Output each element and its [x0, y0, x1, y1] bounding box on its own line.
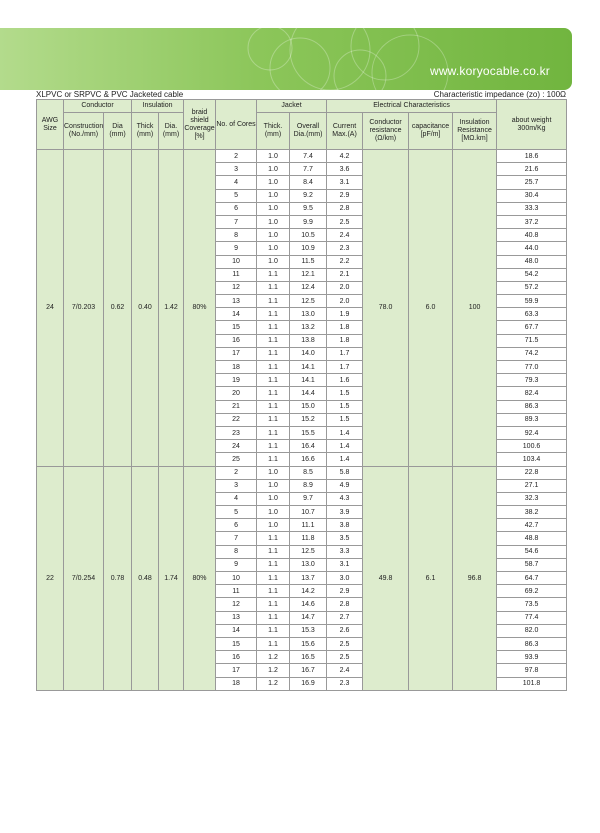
jacket-thick-cell: 1.0 [257, 255, 290, 268]
weight-cell: 74.2 [497, 347, 567, 360]
cores-cell: 3 [216, 163, 257, 176]
cores-cell: 8 [216, 229, 257, 242]
weight-cell: 48.8 [497, 532, 567, 545]
current-cell: 2.4 [327, 229, 363, 242]
construction-cell: 7/0.203 [64, 150, 104, 467]
current-cell: 2.0 [327, 295, 363, 308]
cores-cell: 17 [216, 664, 257, 677]
jacket-thick-cell: 1.2 [257, 664, 290, 677]
jacket-thick-cell: 1.1 [257, 347, 290, 360]
weight-cell: 59.9 [497, 295, 567, 308]
header-jacket-thick: Thick. (mm) [257, 113, 290, 150]
weight-cell: 71.5 [497, 334, 567, 347]
weight-cell: 67.7 [497, 321, 567, 334]
overall-dia-cell: 13.2 [290, 321, 327, 334]
weight-cell: 101.8 [497, 677, 567, 690]
jacket-thick-cell: 1.1 [257, 295, 290, 308]
jacket-thick-cell: 1.0 [257, 150, 290, 163]
overall-dia-cell: 13.0 [290, 558, 327, 571]
jacket-thick-cell: 1.1 [257, 572, 290, 585]
overall-dia-cell: 11.1 [290, 519, 327, 532]
current-cell: 2.4 [327, 664, 363, 677]
current-cell: 4.9 [327, 479, 363, 492]
weight-cell: 97.8 [497, 664, 567, 677]
header-overall-dia: Overall Dia.(mm) [290, 113, 327, 150]
jacket-thick-cell: 1.0 [257, 215, 290, 228]
cores-cell: 18 [216, 361, 257, 374]
overall-dia-cell: 8.9 [290, 479, 327, 492]
cores-cell: 4 [216, 176, 257, 189]
header-conductor-dia: Dia (mm) [104, 113, 132, 150]
cores-cell: 18 [216, 677, 257, 690]
overall-dia-cell: 13.8 [290, 334, 327, 347]
current-cell: 4.2 [327, 150, 363, 163]
weight-cell: 22.8 [497, 466, 567, 479]
cores-cell: 6 [216, 519, 257, 532]
weight-cell: 21.6 [497, 163, 567, 176]
overall-dia-cell: 13.7 [290, 572, 327, 585]
jacket-thick-cell: 1.0 [257, 163, 290, 176]
overall-dia-cell: 15.5 [290, 426, 327, 439]
jacket-thick-cell: 1.1 [257, 334, 290, 347]
weight-cell: 77.0 [497, 361, 567, 374]
current-cell: 2.3 [327, 677, 363, 690]
insulation-resistance-cell: 100 [453, 150, 497, 467]
overall-dia-cell: 10.5 [290, 229, 327, 242]
weight-cell: 82.0 [497, 624, 567, 637]
weight-cell: 64.7 [497, 572, 567, 585]
overall-dia-cell: 8.5 [290, 466, 327, 479]
conductor-resistance-cell: 49.8 [363, 466, 409, 690]
cores-cell: 11 [216, 585, 257, 598]
cores-cell: 4 [216, 492, 257, 505]
weight-cell: 37.2 [497, 215, 567, 228]
jacket-thick-cell: 1.1 [257, 598, 290, 611]
overall-dia-cell: 8.4 [290, 176, 327, 189]
jacket-thick-cell: 1.1 [257, 585, 290, 598]
header-insulation-resistance: Insulation Resistance [MΩ.km] [453, 113, 497, 150]
insulation-dia-cell: 1.74 [159, 466, 184, 690]
jacket-thick-cell: 1.1 [257, 361, 290, 374]
cores-cell: 16 [216, 334, 257, 347]
current-cell: 1.8 [327, 334, 363, 347]
table-row [37, 150, 567, 163]
weight-cell: 77.4 [497, 611, 567, 624]
header-awg-size: AWG Size [37, 100, 64, 150]
current-cell: 1.8 [327, 321, 363, 334]
jacket-thick-cell: 1.1 [257, 387, 290, 400]
jacket-thick-cell: 1.1 [257, 413, 290, 426]
cores-cell: 16 [216, 651, 257, 664]
jacket-thick-cell: 1.1 [257, 400, 290, 413]
current-cell: 3.9 [327, 506, 363, 519]
overall-dia-cell: 12.4 [290, 281, 327, 294]
current-cell: 2.6 [327, 624, 363, 637]
cores-cell: 15 [216, 321, 257, 334]
insulation-thick-cell: 0.48 [132, 466, 159, 690]
conductor-dia-cell: 0.62 [104, 150, 132, 467]
cores-cell: 23 [216, 426, 257, 439]
weight-cell: 69.2 [497, 585, 567, 598]
weight-cell: 100.6 [497, 440, 567, 453]
weight-cell: 38.2 [497, 506, 567, 519]
overall-dia-cell: 14.1 [290, 374, 327, 387]
jacket-thick-cell: 1.2 [257, 651, 290, 664]
jacket-thick-cell: 1.1 [257, 545, 290, 558]
jacket-thick-cell: 1.1 [257, 426, 290, 439]
cores-cell: 7 [216, 215, 257, 228]
overall-dia-cell: 16.6 [290, 453, 327, 466]
weight-cell: 33.3 [497, 202, 567, 215]
current-cell: 1.4 [327, 426, 363, 439]
cores-cell: 14 [216, 624, 257, 637]
overall-dia-cell: 7.4 [290, 150, 327, 163]
overall-dia-cell: 15.3 [290, 624, 327, 637]
current-cell: 2.8 [327, 202, 363, 215]
cores-cell: 15 [216, 637, 257, 650]
header-conductor-resistance: Conductor resistance (Ω/km) [363, 113, 409, 150]
jacket-thick-cell: 1.0 [257, 479, 290, 492]
current-cell: 2.3 [327, 242, 363, 255]
weight-cell: 86.3 [497, 400, 567, 413]
overall-dia-cell: 15.6 [290, 637, 327, 650]
cores-cell: 5 [216, 189, 257, 202]
jacket-thick-cell: 1.0 [257, 176, 290, 189]
header-insulation-dia: Dia. (mm) [159, 113, 184, 150]
overall-dia-cell: 12.1 [290, 268, 327, 281]
overall-dia-cell: 14.7 [290, 611, 327, 624]
cores-cell: 13 [216, 611, 257, 624]
header-conductor: Conductor [64, 100, 132, 113]
jacket-thick-cell: 1.1 [257, 453, 290, 466]
cores-cell: 2 [216, 466, 257, 479]
weight-cell: 93.9 [497, 651, 567, 664]
cores-cell: 12 [216, 598, 257, 611]
weight-cell: 92.4 [497, 426, 567, 439]
overall-dia-cell: 12.5 [290, 545, 327, 558]
cores-cell: 11 [216, 268, 257, 281]
table-row [37, 466, 567, 479]
jacket-thick-cell: 1.1 [257, 281, 290, 294]
cores-cell: 25 [216, 453, 257, 466]
header-weight: about weight 300m/Kg [497, 100, 567, 150]
weight-cell: 103.4 [497, 453, 567, 466]
weight-cell: 58.7 [497, 558, 567, 571]
header-jacket: Jacket [257, 100, 327, 113]
current-cell: 2.5 [327, 637, 363, 650]
overall-dia-cell: 14.0 [290, 347, 327, 360]
conductor-resistance-cell: 78.0 [363, 150, 409, 467]
cores-cell: 13 [216, 295, 257, 308]
current-cell: 3.1 [327, 176, 363, 189]
jacket-thick-cell: 1.1 [257, 624, 290, 637]
decorative-swirl-graphic [0, 28, 572, 90]
weight-cell: 89.3 [497, 413, 567, 426]
capacitance-cell: 6.0 [409, 150, 453, 467]
weight-cell: 44.0 [497, 242, 567, 255]
header-electrical: Electrical Characteristics [327, 100, 497, 113]
current-cell: 2.8 [327, 598, 363, 611]
overall-dia-cell: 11.5 [290, 255, 327, 268]
current-cell: 3.1 [327, 558, 363, 571]
header-capacitance: capacitance [pF/m] [409, 113, 453, 150]
current-cell: 1.4 [327, 453, 363, 466]
current-cell: 5.8 [327, 466, 363, 479]
table-caption: XLPVC or SRPVC & PVC Jacketed cable [36, 90, 184, 99]
cores-cell: 9 [216, 242, 257, 255]
current-cell: 1.7 [327, 347, 363, 360]
website-url: www.koryocable.co.kr [429, 64, 550, 78]
cores-cell: 5 [216, 506, 257, 519]
current-cell: 1.5 [327, 413, 363, 426]
overall-dia-cell: 14.4 [290, 387, 327, 400]
current-cell: 3.8 [327, 519, 363, 532]
jacket-thick-cell: 1.0 [257, 189, 290, 202]
awg-size-cell: 24 [37, 150, 64, 467]
impedance-note: Characteristic impedance (zo) : 100Ω [433, 90, 566, 99]
current-cell: 1.6 [327, 374, 363, 387]
cores-cell: 24 [216, 440, 257, 453]
overall-dia-cell: 14.6 [290, 598, 327, 611]
jacket-thick-cell: 1.2 [257, 677, 290, 690]
current-cell: 1.4 [327, 440, 363, 453]
cores-cell: 17 [216, 347, 257, 360]
overall-dia-cell: 11.8 [290, 532, 327, 545]
overall-dia-cell: 12.5 [290, 295, 327, 308]
spec-table-body [37, 150, 567, 691]
cores-cell: 6 [216, 202, 257, 215]
overall-dia-cell: 16.5 [290, 651, 327, 664]
insulation-dia-cell: 1.42 [159, 150, 184, 467]
weight-cell: 18.6 [497, 150, 567, 163]
cores-cell: 21 [216, 400, 257, 413]
cores-cell: 3 [216, 479, 257, 492]
overall-dia-cell: 15.2 [290, 413, 327, 426]
jacket-thick-cell: 1.1 [257, 374, 290, 387]
jacket-thick-cell: 1.0 [257, 202, 290, 215]
overall-dia-cell: 9.7 [290, 492, 327, 505]
header-banner [0, 28, 572, 90]
jacket-thick-cell: 1.1 [257, 558, 290, 571]
overall-dia-cell: 7.7 [290, 163, 327, 176]
overall-dia-cell: 10.7 [290, 506, 327, 519]
jacket-thick-cell: 1.1 [257, 532, 290, 545]
current-cell: 4.3 [327, 492, 363, 505]
construction-cell: 7/0.254 [64, 466, 104, 690]
weight-cell: 25.7 [497, 176, 567, 189]
jacket-thick-cell: 1.1 [257, 268, 290, 281]
current-cell: 2.5 [327, 215, 363, 228]
overall-dia-cell: 15.0 [290, 400, 327, 413]
weight-cell: 54.2 [497, 268, 567, 281]
cores-cell: 14 [216, 308, 257, 321]
header-cores: No. of Cores [216, 100, 257, 150]
jacket-thick-cell: 1.1 [257, 440, 290, 453]
current-cell: 3.3 [327, 545, 363, 558]
overall-dia-cell: 10.9 [290, 242, 327, 255]
overall-dia-cell: 9.5 [290, 202, 327, 215]
cores-cell: 22 [216, 413, 257, 426]
insulation-thick-cell: 0.40 [132, 150, 159, 467]
current-cell: 2.7 [327, 611, 363, 624]
cores-cell: 12 [216, 281, 257, 294]
overall-dia-cell: 14.1 [290, 361, 327, 374]
weight-cell: 57.2 [497, 281, 567, 294]
conductor-dia-cell: 0.78 [104, 466, 132, 690]
current-cell: 2.9 [327, 585, 363, 598]
braid-coverage-cell: 80% [184, 150, 216, 467]
cores-cell: 9 [216, 558, 257, 571]
jacket-thick-cell: 1.0 [257, 229, 290, 242]
weight-cell: 73.5 [497, 598, 567, 611]
overall-dia-cell: 16.9 [290, 677, 327, 690]
weight-cell: 54.6 [497, 545, 567, 558]
jacket-thick-cell: 1.1 [257, 321, 290, 334]
cores-cell: 10 [216, 255, 257, 268]
current-cell: 2.9 [327, 189, 363, 202]
current-cell: 2.2 [327, 255, 363, 268]
header-insulation: Insulation [132, 100, 184, 113]
cores-cell: 8 [216, 545, 257, 558]
weight-cell: 48.0 [497, 255, 567, 268]
cores-cell: 2 [216, 150, 257, 163]
overall-dia-cell: 9.9 [290, 215, 327, 228]
cores-cell: 20 [216, 387, 257, 400]
jacket-thick-cell: 1.1 [257, 637, 290, 650]
weight-cell: 27.1 [497, 479, 567, 492]
current-cell: 1.5 [327, 400, 363, 413]
cores-cell: 19 [216, 374, 257, 387]
jacket-thick-cell: 1.0 [257, 466, 290, 479]
header-braid-coverage: braid shield Coverage [%] [184, 100, 216, 150]
weight-cell: 32.3 [497, 492, 567, 505]
overall-dia-cell: 16.4 [290, 440, 327, 453]
weight-cell: 63.3 [497, 308, 567, 321]
weight-cell: 82.4 [497, 387, 567, 400]
header-construction: Construction (No./mm) [64, 113, 104, 150]
current-cell: 2.1 [327, 268, 363, 281]
current-cell: 3.6 [327, 163, 363, 176]
jacket-thick-cell: 1.0 [257, 506, 290, 519]
awg-size-cell: 22 [37, 466, 64, 690]
weight-cell: 40.8 [497, 229, 567, 242]
cores-cell: 10 [216, 572, 257, 585]
header-current-max: Current Max.(A) [327, 113, 363, 150]
jacket-thick-cell: 1.0 [257, 242, 290, 255]
current-cell: 2.5 [327, 651, 363, 664]
current-cell: 1.9 [327, 308, 363, 321]
current-cell: 3.5 [327, 532, 363, 545]
jacket-thick-cell: 1.1 [257, 308, 290, 321]
header-insulation-thick: Thick (mm) [132, 113, 159, 150]
jacket-thick-cell: 1.1 [257, 611, 290, 624]
current-cell: 1.7 [327, 361, 363, 374]
cores-cell: 7 [216, 532, 257, 545]
overall-dia-cell: 16.7 [290, 664, 327, 677]
jacket-thick-cell: 1.0 [257, 492, 290, 505]
current-cell: 2.0 [327, 281, 363, 294]
current-cell: 1.5 [327, 387, 363, 400]
overall-dia-cell: 14.2 [290, 585, 327, 598]
capacitance-cell: 6.1 [409, 466, 453, 690]
weight-cell: 30.4 [497, 189, 567, 202]
jacket-thick-cell: 1.0 [257, 519, 290, 532]
weight-cell: 42.7 [497, 519, 567, 532]
insulation-resistance-cell: 96.8 [453, 466, 497, 690]
braid-coverage-cell: 80% [184, 466, 216, 690]
overall-dia-cell: 9.2 [290, 189, 327, 202]
overall-dia-cell: 13.0 [290, 308, 327, 321]
weight-cell: 86.3 [497, 637, 567, 650]
weight-cell: 79.3 [497, 374, 567, 387]
spec-table [36, 99, 567, 691]
current-cell: 3.0 [327, 572, 363, 585]
